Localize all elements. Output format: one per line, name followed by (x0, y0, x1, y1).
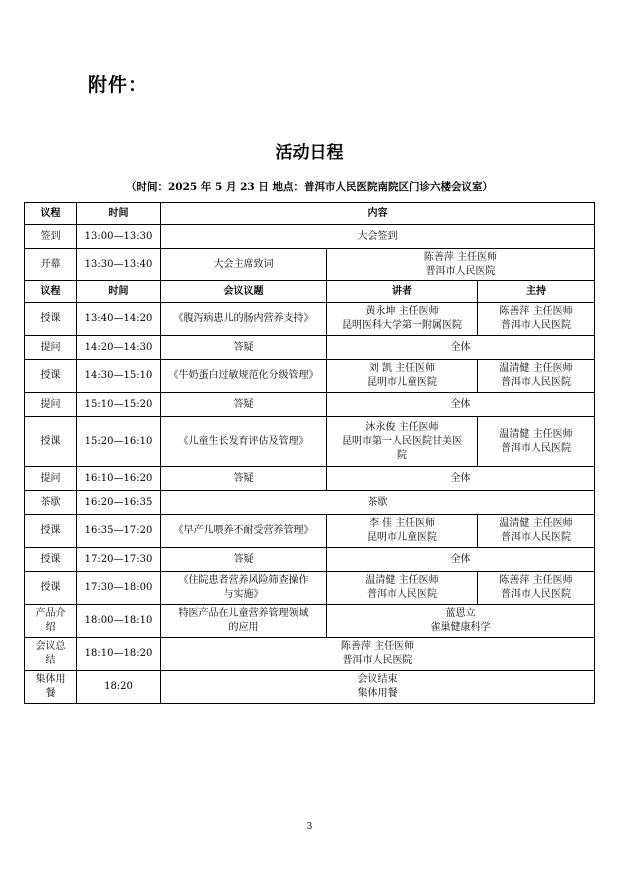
agenda-cell: 授课 (25, 417, 77, 467)
host-cell (478, 417, 595, 467)
speaker-org: 昆明市儿童医院 (367, 532, 437, 543)
content-cell: 茶歇 (161, 491, 595, 515)
speaker-name: 陈善萍 主任医师 (423, 251, 498, 263)
time-cell: 15:20—16:10 (77, 417, 161, 467)
topic-cell: 答疑 (161, 336, 327, 360)
agenda-cell (25, 638, 77, 671)
agenda-cell: 授课 (25, 515, 77, 548)
topic-cell (161, 572, 327, 605)
topic-cell: 《儿童生长发育评估及管理》 (161, 417, 327, 467)
speaker-cell (327, 572, 478, 605)
table-row (25, 605, 595, 638)
time-cell: 14:30—15:10 (77, 360, 161, 393)
table-row (25, 336, 595, 360)
table-row (25, 393, 595, 417)
host-cell (478, 515, 595, 548)
speaker-org: 昆明市儿童医院 (367, 377, 437, 388)
host-name: 陈善萍 主任医师 (499, 575, 573, 586)
speaker-org: 昆明医科大学第一附属医院 (342, 320, 462, 331)
time-cell: 13:40—14:20 (77, 303, 161, 336)
content-line: 集体用餐 (357, 688, 398, 699)
speaker-org-cont: 院 (397, 449, 407, 461)
topic-cell: 《牛奶蛋白过敏规范化分级管理》 (161, 360, 327, 393)
all-cell: 全体 (327, 393, 595, 417)
header-content: 内容 (161, 203, 595, 225)
agenda-line: 结 (45, 655, 56, 666)
host-org: 普洱市人民医院 (501, 532, 571, 543)
table-row (25, 417, 595, 467)
agenda-cell: 提问 (25, 467, 77, 491)
header-agenda: 议程 (25, 203, 77, 225)
table-row (25, 303, 595, 336)
topic-line: 与实施》 (223, 589, 264, 600)
time-cell: 18:20 (77, 671, 161, 704)
speaker-cell (327, 515, 478, 548)
time-cell: 18:10—18:20 (77, 638, 161, 671)
speaker-name: 温清健 主任医师 (365, 575, 439, 586)
table-row (25, 467, 595, 491)
speaker-name: 刘 凯 主任医师 (368, 363, 436, 374)
table-subheader-row (25, 281, 595, 303)
agenda-cell: 授课 (25, 360, 77, 393)
table-header-row (25, 203, 595, 225)
time-cell: 16:20—16:35 (77, 491, 161, 515)
time-cell: 14:20—14:30 (77, 336, 161, 360)
host-org: 普洱市人民医院 (501, 442, 571, 454)
header-time: 时间 (77, 203, 161, 225)
schedule-table (24, 202, 595, 704)
speaker-cell (327, 303, 478, 336)
content-line: 普洱市人民医院 (342, 655, 413, 666)
table-row (25, 671, 595, 704)
header-topic: 会议议题 (161, 281, 327, 303)
host-cell (478, 572, 595, 605)
header-host: 主持 (478, 281, 595, 303)
host-name: 陈善萍 主任医师 (499, 306, 573, 317)
agenda-cell: 提问 (25, 336, 77, 360)
topic-cell: 答疑 (161, 548, 327, 572)
topic-cell: 答疑 (161, 393, 327, 417)
content-cell (161, 638, 595, 671)
host-org: 普洱市人民医院 (501, 377, 571, 388)
speaker-cell (327, 360, 478, 393)
header-speaker: 讲者 (327, 281, 478, 303)
attachment-label: 附件： (88, 74, 149, 96)
agenda-cell (25, 671, 77, 704)
host-org: 普洱市人民医院 (501, 589, 571, 600)
content-cell: 大会签到 (161, 225, 595, 249)
topic-cell (161, 605, 327, 638)
speaker-org: 昆明市第一人民医院甘美医 (342, 435, 462, 447)
host-name: 温清健 主任医师 (499, 428, 573, 440)
table-row (25, 515, 595, 548)
table-row (25, 491, 595, 515)
speaker-name: 蓝恩立 (445, 608, 476, 619)
header-time: 时间 (77, 281, 161, 303)
time-cell: 17:20—17:30 (77, 548, 161, 572)
event-time-location: （时间：2025 年 5 月 23 日 地点：普洱市人民医院南院区门诊六楼会议室） (125, 181, 494, 193)
time-cell: 15:10—15:20 (77, 393, 161, 417)
speaker-org: 雀巢健康科学 (430, 622, 491, 633)
agenda-cell: 签到 (25, 225, 77, 249)
topic-cell: 大会主席致词 (161, 249, 327, 281)
page-title: 活动日程 (275, 143, 344, 163)
content-cell (161, 671, 595, 704)
content-line: 会议结束 (357, 674, 398, 685)
speaker-org: 普洱市人民医院 (425, 265, 496, 277)
agenda-cell: 开幕 (25, 249, 77, 281)
time-cell: 17:30—18:00 (77, 572, 161, 605)
all-cell: 全体 (327, 548, 595, 572)
agenda-line: 产品介 (35, 608, 66, 619)
speaker-name: 李 佳 主任医师 (368, 518, 436, 529)
topic-line: 特医产品在儿童营养管理领域 (178, 608, 309, 619)
host-cell (478, 303, 595, 336)
table-row (25, 548, 595, 572)
agenda-line: 餐 (45, 688, 56, 699)
speaker-name: 黄永坤 主任医师 (365, 306, 439, 317)
time-cell: 16:10—16:20 (77, 467, 161, 491)
agenda-line: 集体用 (35, 674, 66, 685)
time-cell: 16:35—17:20 (77, 515, 161, 548)
agenda-cell (25, 605, 77, 638)
page-number: 3 (306, 822, 313, 832)
header-agenda: 议程 (25, 281, 77, 303)
table-row (25, 572, 595, 605)
topic-cell: 答疑 (161, 467, 327, 491)
speaker-cell (327, 417, 478, 467)
host-cell (478, 360, 595, 393)
agenda-line: 会议总 (35, 641, 66, 652)
agenda-cell: 授课 (25, 548, 77, 572)
agenda-line: 绍 (45, 622, 56, 633)
table-row (25, 225, 595, 249)
topic-line: 《住院患者营养风险筛查操作 (178, 575, 309, 586)
time-cell: 13:00—13:30 (77, 225, 161, 249)
speaker-name: 沐永俊 主任医师 (365, 421, 439, 433)
host-name: 温清健 主任医师 (499, 363, 573, 374)
topic-cell: 《腹泻病患儿的肠内营养支持》 (161, 303, 327, 336)
table-row (25, 360, 595, 393)
time-cell: 13:30—13:40 (77, 249, 161, 281)
table-row (25, 638, 595, 671)
content-line: 陈善萍 主任医师 (340, 641, 415, 652)
table-row (25, 249, 595, 281)
topic-cell: 《早产儿喂养不耐受营养管理》 (161, 515, 327, 548)
agenda-cell: 授课 (25, 572, 77, 605)
agenda-cell: 茶歇 (25, 491, 77, 515)
agenda-cell: 授课 (25, 303, 77, 336)
speaker-cell (327, 249, 595, 281)
speaker-org: 普洱市人民医院 (367, 589, 437, 600)
time-cell: 18:00—18:10 (77, 605, 161, 638)
host-org: 普洱市人民医院 (501, 320, 571, 331)
all-cell: 全体 (327, 467, 595, 491)
all-cell: 全体 (327, 336, 595, 360)
speaker-cell (327, 605, 595, 638)
topic-line: 的应用 (228, 622, 259, 633)
host-name: 温清健 主任医师 (499, 518, 573, 529)
agenda-cell: 提问 (25, 393, 77, 417)
